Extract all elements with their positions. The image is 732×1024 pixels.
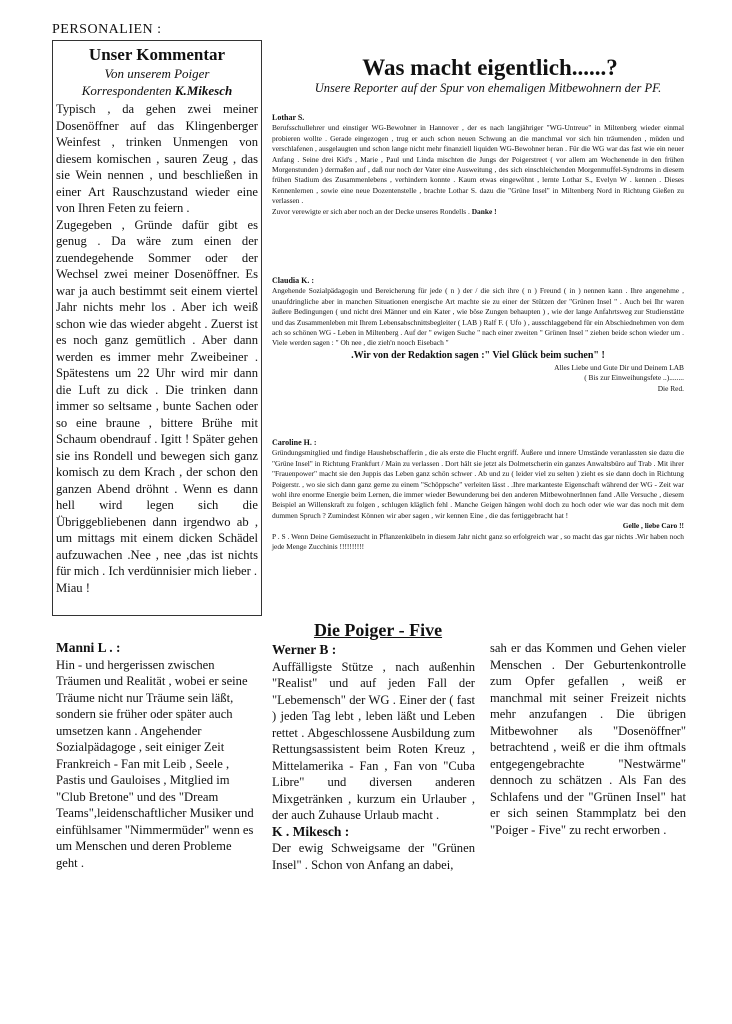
profile-caroline — [272, 438, 684, 552]
profile-text: Auffälligste Stütze , nach außenhin "Realist" und auf jeden Fall der "Lebemensch" der WG . Einer der ( fast ) jeden Tag lebt , leben läßt und Leben rettet . Abgeschlossene Ausbildung zum Rettungsassistent beim Roten Kreuz , Mittelamerika - Fan , Fan von "Cuba Libre" und diversen anderen Mixgetränken , kurzum ein Urlauber , der auch Zuhause Urlaub macht . — [272, 659, 475, 822]
closing-bold: Danke ! — [471, 206, 497, 216]
article-subtitle: Unsere Reporter auf der Spur von ehemaligen Mitbewohnern der PF. — [314, 81, 662, 95]
article-title: Was macht eigentlich......? — [362, 55, 618, 80]
comment-byline: Von unserem Poiger — [104, 66, 210, 81]
profile-wish: .Wir von der Redaktion sagen :" Viel Glück beim suchen" ! — [351, 349, 605, 361]
profile-name: Manni L . : — [56, 640, 121, 655]
comment-paragraph: Miau ! — [56, 580, 90, 595]
profile-closing — [272, 207, 684, 217]
comment-paragraph: Typisch , da gehen zwei meiner Dosenöffner auf das Klingenberger Weinfest , trinken Unmengen von diesem komischen , sauren Zeug , das sie Wein nennen , und beschließen in einer Art Rauschzustand wieder eine von Ihren Feten zu feiern . — [56, 102, 258, 215]
comment-title: Unser Kommentar — [88, 45, 226, 64]
profile-sign: Gelle , liebe Caro !! — [622, 521, 684, 531]
profile-lothar — [272, 113, 684, 217]
profile-name: Caroline H. : — [272, 438, 317, 447]
profile-werner — [272, 640, 475, 873]
profile-text: Gründungsmitglied und findige Haushebschafferin , die als erste die Flucht ergriff. Äußere und innere Umstände veranlassten sie dazu die "Grüne Insel" in Richtung Frankfurt / Main zu verlassen . Dort hält sie jetzt als Dolmetscherin ein ganzes Anwaltsbüro auf Trab . Mit ihrer "Frauenpower" macht sie den Juppis das Leben ganz schön schwer . Ab und zu ( leider viel zu selten ) zieht es sie dann doch in Richtung Poigerstr. , wo sie sich dann ganz gerne zu einem "Schöppsche" verleiten lässt . .Ihre markanteste Eigenschaft während der WG - Zeit war wohl ihre enorme Energie beim Lernen, die immer wieder Bewunderung bei den anderen MitbewohnerInnen fand .Alle Versuche , diesem Beispiel an Willenskraft zu folgen , schlugen kläglich fehl . Manche Geigen hängen wohl doch zu hoch oder wie war das noch mit dem dummen Spruch ? Zumindest Können wir aber sagen , wir kennen Eine , die das fertiggebracht hat ! — [272, 448, 684, 520]
profile-manni — [56, 640, 254, 871]
profile-claudia — [272, 276, 684, 394]
profile-text: Berufsschullehrer und einstiger WG-Bewohner in Hannover , der es nach langjähriger "WG-Untreue" in Miltenberg wieder einmal probieren wollte . Gerade eingezogen , trug er auch schon neuen Schwung an die manchmal vor sich hin träumenden , müden und verschlafenen , ausgelaugten und schon lange nicht mehr finanziell liquiden WG-Bewohner heran . Für die WG war das fast wie ein neuer Anfang . Seine drei Kid's , Marie , Paul und Linda mischten die Jungs der Poigerstreet ( vor allem am Wochenende in den frühen Morgenstunden ) dermaßen auf , daß nur noch der Vater eine Ausweitung , des sich einschleichenden Morgenmuffel-Syndroms in diesem frühen Stadium des Zusammenlebens , verhindern konnte . Kaum etwas eingewöhnt , lernte Lothar S., Evelyn W . kennen . Dieses Kennenlernen , sowie eine neue Dozentenstelle , brachte Lothar S. dazu die "Grüne Insel" in Miltenberg Nord in Richtung Gießen zu verlassen . — [272, 123, 684, 206]
comment-box — [52, 40, 262, 616]
profile-name: Werner B : — [272, 642, 337, 657]
profile-sign: Alles Liebe und Gute Dir und Deinem LAB — [554, 362, 684, 372]
closing-text: Zuvor verewigte er sich aber noch an der Decke unseres Rondells . — [272, 206, 472, 216]
profile-ps: P . S . Wenn Deine Gemüsezucht in Pflanzenkübeln in diesem Jahr nicht ganz so erfolgreich war , so macht das gar nichts .Wir haben noch jede Menge Zucchinis !!!!!!!!!! — [272, 531, 684, 552]
comment-paragraph: Zugegeben , Gründe dafür gibt es genug . Da wäre zum einen der zuendegehende Sommer oder der Wechsel zwei meiner Dosenöffner. Es war ja auch bestimmt seit einem viertel Jahr nichts mehr los . Aber ich weiß schon wie das wieder abgeht . Zuerst ist es noch ganz gemütlich . Aber dann werden es immer mehr Zweibeiner . Spätestens um 22 Uhr wird mir dann die Luft zu dick . Die trinken dann immer so seltsame , bunte Sachen oder so eine braune , bittere Brühe mit Schaum obendrauf . Igitt ! Später gehen sie ins Rondell und bewegen sich ganz komisch zu dem Krach , der schon den ganzen Abend dröhnt . Wenn es dann hell wird legen sich die Übriggebliebenen dann irgendwo ab , um mittags mit einem dicken Schädel aufzuwachen .Nee , nee ,das ist nichts für mich . Ich verdünnisier mich lieber . — [56, 217, 258, 578]
profile-sign: ( Bis zur Einweihungsfete ..)........ — [584, 373, 684, 383]
profile-text-mikesch: Der ewig Schweigsame der "Grünen Insel" . Schon von Anfang an dabei, — [272, 841, 475, 872]
profile-mikesch-continued: sah er das Kommen und Gehen vieler Menschen . Der Geburtenkontrolle zum Opfer gefallen , weiß er manchmal mit seiner Freizeit nichts mehr anzufangen . Die übrigen Mitbewohner als "Dosenöffner" betrachtend , weiß er die ihm oftmals entgegengebrachte "Nestwärme" dennoch zu schätzen . Als Fan des Schlafens und der "Grünen Insel" hat er sich seinen Stammplatz bei den "Poiger - Five" zu recht erworben . — [490, 641, 686, 837]
profile-text: Hin - und hergerissen zwischen Träumen und Realität , wobei er seine Träume nicht nur Träume sein läßt, sondern sie früher oder später auch umsetzen kann . Angehender Sozialpädagoge , seit einiger Zeit Frankreich - Fan mit Leib , Seele , Pastis und Gauloises , Mitglied im "Club Bretone" und des "Dream Teams",leidenschaftlicher Musiker und einfühlsamer "Nimmermüder" wenn es um Menschen und deren Probleme geht . — [56, 657, 254, 870]
byline-prefix: Korrespondenten — [81, 83, 175, 98]
profile-name-mikesch: K . Mikesch : — [272, 823, 350, 839]
section-label: PERSONALIEN : — [52, 22, 162, 37]
profile-name: Claudia K. : — [272, 276, 315, 285]
profile-text: Angehende Sozialpädagogin und Bereicherung für jede ( n ) der / die sich ihre ( n ) Freund ( in ) nennen kann . Ihre angenehme , unaufdringliche aber in manchen Situationen energische Art machte sie zu einer der Stützen der "Grünen Insel " . Auch bei Ihr waren äußere Bedingungen ( und nicht drei Männer und ein Kater , wie böse Zungen behaupten ) , wie der lange Anfahrtsweg zur Studienstätte und das Zusammenleben mit Ihrem Lebensabschnittsbegleiter ( LAB ) Ralf F. ( Ufo ) , ausschlaggebend für ein Abschiednehmen von dem ach so schönen WG - Leben in Miltenberg . Auf der " ewigen Suche " nach einer zweiten " Grünen Insel " ziehen beide schon wieder um . Viele werden sagen : " Oh nee , die zieh'n nooch Eisebach " — [272, 286, 684, 348]
profile-sign: Die Red. — [657, 383, 684, 393]
comment-byline-author — [56, 82, 258, 99]
byline-name: K.Mikesch — [174, 83, 233, 98]
section-title-poiger-five: Die Poiger - Five — [313, 620, 443, 640]
comment-body — [56, 101, 258, 596]
profile-name: Lothar S. — [272, 113, 305, 122]
